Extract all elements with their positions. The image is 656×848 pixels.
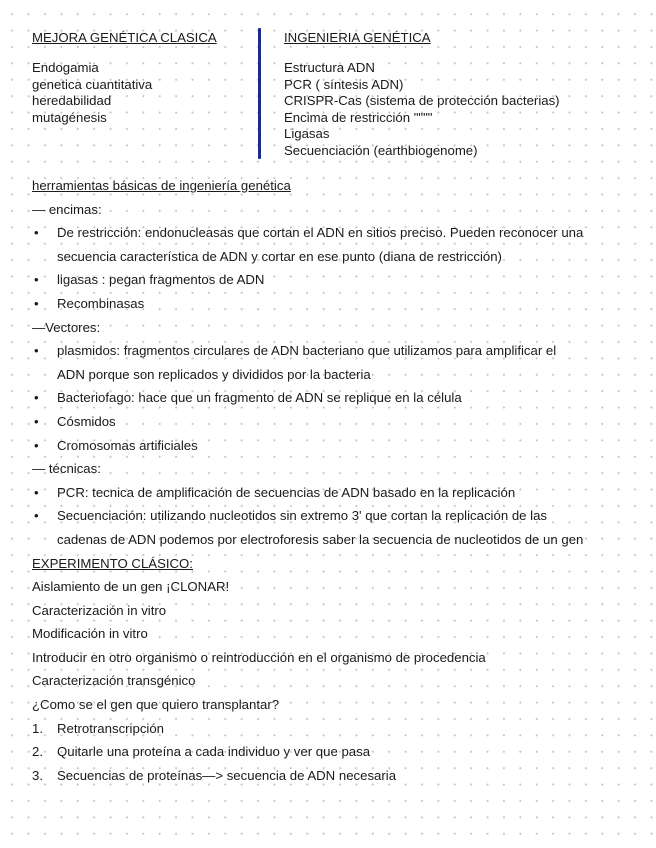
numbered-item: 1. Retrotranscripción — [32, 720, 165, 736]
experiment-heading: EXPERIMENTO CLÁSICO: — [32, 555, 193, 571]
bullet-icon: • — [34, 272, 39, 288]
classic-item: Endogamia — [32, 60, 99, 75]
experiment-step: Introducir en otro organismo o reintroducción en el organismo de procedencia — [32, 649, 486, 665]
engineering-item: Secuenciación (earthbiogenome) — [284, 142, 478, 158]
numbered-item: 3. Secuencias de proteínas—> secuencia de ADN necesaria — [32, 767, 397, 783]
experiment-step: Aislamiento de un gen ¡CLONAR! — [32, 579, 230, 595]
list-item-continuation: cadenas de ADN podemos por electroforesis saber la secuencia de nucleotidos de un gen — [57, 531, 584, 547]
tools-heading: herramientas básicas de ingeniería genética — [32, 178, 291, 193]
bullet-icon: • — [34, 390, 39, 406]
list-item: • Cromosomas artificiales — [32, 434, 632, 458]
engineering-item: Estructura ADN — [284, 60, 375, 75]
classic-item: mutagénesis — [32, 109, 107, 125]
experiment-step: Modificación in vitro — [32, 626, 148, 642]
bullet-icon: • — [34, 295, 39, 311]
techniques-label: — técnicas: — [32, 461, 101, 477]
numbered-item: 2. Quitarle una proteína a cada individuo y ver que pasa — [32, 744, 371, 760]
engineering-item: Encima de restricción """" — [284, 109, 433, 125]
bullet-icon: • — [34, 508, 39, 524]
bullet-icon: • — [34, 437, 39, 453]
genetic-engineering-title: INGENIERIA GENÉTICA — [284, 30, 431, 45]
experiment-step: Caracterización transgénico — [32, 673, 196, 689]
list-item: • Secuenciación: utilizando nucleotidos sin extremo 3' que cortan la replicación de las — [32, 504, 632, 528]
bullet-icon: • — [34, 225, 39, 241]
bullet-icon: • — [34, 343, 39, 359]
list-item: • Recombinasas — [32, 292, 632, 316]
classic-item: genetica cuantitativa — [32, 76, 153, 92]
engineering-item: CRISPR-Cas (sistema de protección bacterias) — [284, 93, 560, 109]
vectors-label: —Vectores: — [32, 319, 101, 335]
classic-breeding-column — [32, 26, 217, 126]
classic-breeding-title: MEJORA GENÉTICA CLASICA — [32, 30, 217, 45]
bullet-icon: • — [34, 484, 39, 500]
notes-body — [32, 174, 632, 787]
engineering-item: Ligasas — [284, 126, 330, 142]
experiment-question: ¿Como se el gen que quiero transplantar? — [32, 697, 280, 713]
enzymes-label: — encimas: — [32, 201, 102, 217]
engineering-item: PCR ( síntesis ADN) — [284, 76, 404, 92]
list-item-continuation: secuencia característica de ADN y cortar en ese punto (diana de restricción) — [57, 248, 502, 264]
list-item: • Cósmidos — [32, 410, 632, 434]
list-item: • De restricción: endonucleasas que cortan el ADN en sitios preciso. Pueden reconocer una — [32, 221, 632, 245]
column-divider — [258, 28, 261, 159]
list-item-continuation: ADN porque son replicados y divididos por la bacteria — [57, 366, 371, 382]
classic-item: heredabilidad — [32, 93, 112, 109]
bullet-icon: • — [34, 413, 39, 429]
list-item: • ligasas : pegan fragmentos de ADN — [32, 268, 632, 292]
list-item: • plasmidos: fragmentos circulares de ADN bacteriano que utilizamos para amplificar el — [32, 339, 632, 363]
experiment-step: Caracterización in vitro — [32, 602, 167, 618]
genetic-engineering-column — [284, 26, 560, 160]
list-item: • PCR: tecnica de amplificación de secuencias de ADN basado en la replicación — [32, 481, 632, 505]
list-item: • Bacteriofago: hace que un fragmento de ADN se replique en la célula — [32, 386, 632, 410]
